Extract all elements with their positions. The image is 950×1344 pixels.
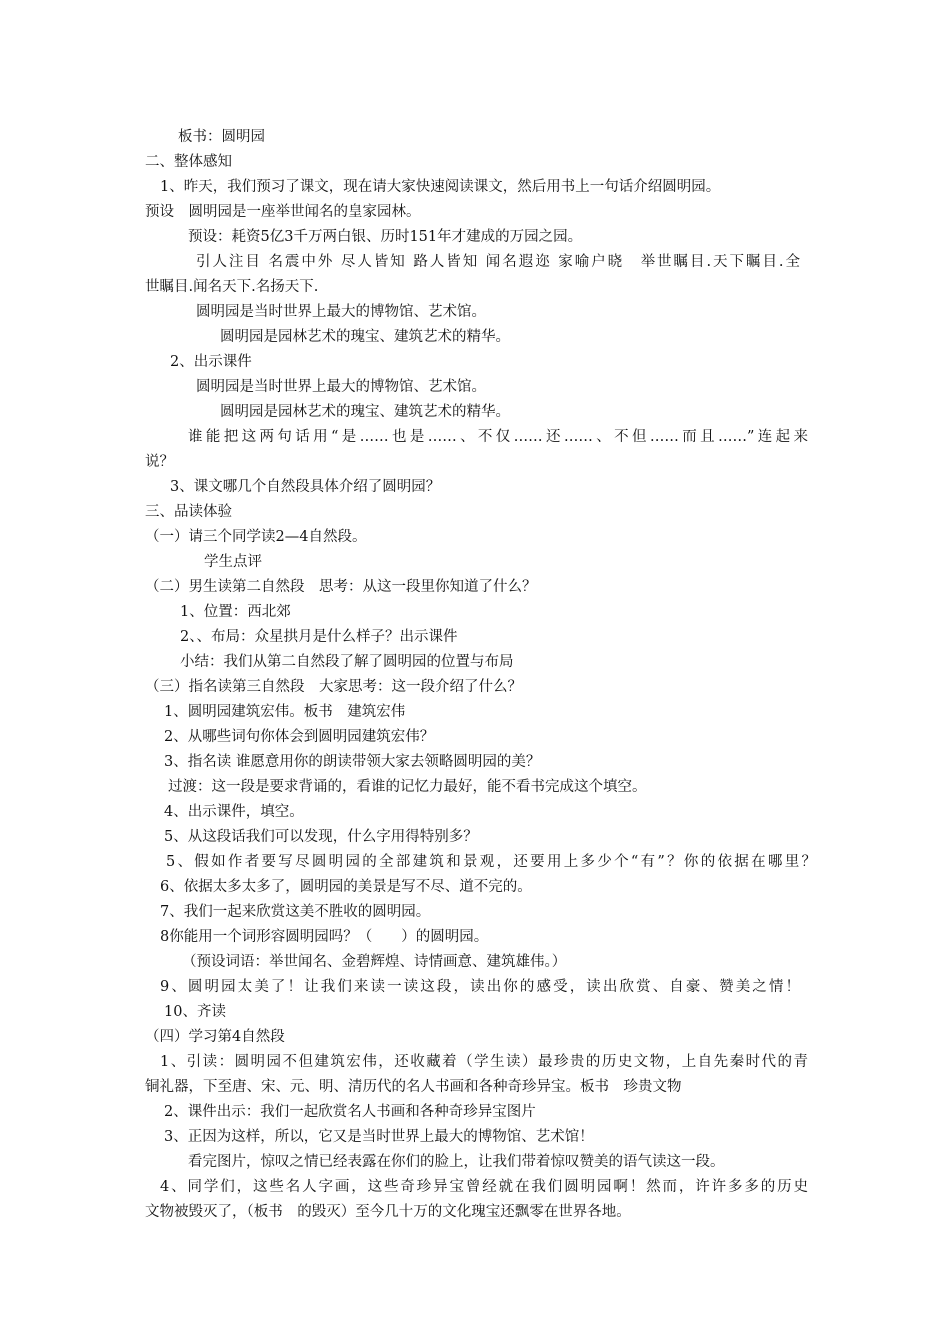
text-line: 2、、布局：众星拱月是什么样子？出示课件 (180, 629, 458, 645)
text-line: （四）学习第4自然段 (145, 1029, 285, 1045)
section-heading: 二、整体感知 (145, 154, 232, 170)
text-line: 文物被毁灭了，（板书 的毁灭）至今几十万的文化瑰宝还飘零在世界各地。 (145, 1204, 631, 1220)
text-line: 预设 圆明园是一座举世闻名的皇家园林。 (145, 204, 421, 220)
section-heading: 三、品读体验 (145, 504, 232, 520)
text-line: 7、我们一起来欣赏这美不胜收的圆明园。 (160, 904, 431, 920)
text-line: 2、出示课件 (170, 354, 252, 370)
text-line: 10、齐读 (164, 1004, 226, 1020)
text-line: 1、位置：西北郊 (180, 604, 291, 620)
text-line: 1、引读：圆明园不但建筑宏伟，还收藏着（学生读）最珍贵的历史文物，上自先秦时代的青 (160, 1054, 808, 1070)
text-line: 圆明园是当时世界上最大的博物馆、艺术馆。 (196, 379, 486, 395)
text-line: 预设：耗资5亿3千万两白银、历时151年才建成的万园之园。 (188, 229, 583, 245)
text-line: 2、课件出示：我们一起欣赏名人书画和各种奇珍异宝图片 (164, 1104, 536, 1120)
text-line: 小结：我们从第二自然段了解了圆明园的位置与布局 (180, 654, 514, 670)
text-line: （预设词语：举世闻名、金碧辉煌、诗情画意、建筑雄伟。） (182, 954, 567, 970)
text-line: 4、出示课件，填空。 (164, 804, 304, 820)
text-line: 2、从哪些词句你体会到圆明园建筑宏伟？ (164, 729, 435, 745)
text-line: 3、正因为这样，所以，它又是当时世界上最大的博物馆、艺术馆！ (164, 1129, 594, 1145)
text-line: 5、假如作者要写尽圆明园的全部建筑和景观，还要用上多少个“有”？你的依据在哪里？ (166, 854, 816, 870)
text-line: 谁能把这两句话用“是……也是……、不仅……还……、不但……而且……”连起来 (188, 429, 808, 445)
text-line: 学生点评 (204, 554, 262, 570)
text-line: 5、从这段话我们可以发现，什么字用得特别多？ (164, 829, 478, 845)
text-line: （二）男生读第二自然段 思考：从这一段里你知道了什么？ (145, 579, 537, 595)
text-line: 铜礼器，下至唐、宋、元、明、清历代的名人书画和各种奇珍异宝。板书 珍贵文物 (145, 1079, 682, 1095)
text-line: （三）指名读第三自然段 大家思考：这一段介绍了什么？ (145, 679, 522, 695)
text-line: 引人注目 名震中外 尽人皆知 路人皆知 闻名遐迩 家喻户晓 举世瞩目.天下瞩目.全 (196, 254, 800, 270)
text-line: 3、指名读 谁愿意用你的朗读带领大家去领略圆明园的美？ (164, 754, 541, 770)
text-line: 3、课文哪几个自然段具体介绍了圆明园？ (170, 479, 441, 495)
text-line: 1、圆明园建筑宏伟。板书 建筑宏伟 (164, 704, 406, 720)
text-line: 6、依据太多太多了，圆明园的美景是写不尽、道不完的。 (160, 879, 532, 895)
text-line: 过渡：这一段是要求背诵的，看谁的记忆力最好，能不看书完成这个填空。 (168, 779, 647, 795)
text-line: 8你能用一个词形容圆明园吗？（ ）的圆明园。 (160, 929, 489, 945)
text-line: 看完图片，惊叹之情已经表露在你们的脸上，让我们带着惊叹赞美的语气读这一段。 (188, 1154, 725, 1170)
text-line: 4、同学们，这些名人字画，这些奇珍异宝曾经就在我们圆明园啊！然而，许许多多的历史 (160, 1179, 808, 1195)
text-line: 板书：圆明园 (178, 129, 265, 145)
text-line: 圆明园是园林艺术的瑰宝、建筑艺术的精华。 (220, 404, 510, 420)
text-line: 9、圆明园太美了！让我们来读一读这段，读出你的感受，读出欣赏、自豪、赞美之情！ (160, 979, 800, 995)
text-line: 世瞩目.闻名天下.名扬天下. (145, 279, 319, 295)
text-line: 说？ (145, 454, 174, 470)
text-line: （一）请三个同学读2—4自然段。 (145, 529, 367, 545)
text-line: 圆明园是当时世界上最大的博物馆、艺术馆。 (196, 304, 486, 320)
text-line: 1、昨天，我们预习了课文，现在请大家快速阅读课文，然后用书上一句话介绍圆明园。 (160, 179, 721, 195)
text-line: 圆明园是园林艺术的瑰宝、建筑艺术的精华。 (220, 329, 510, 345)
